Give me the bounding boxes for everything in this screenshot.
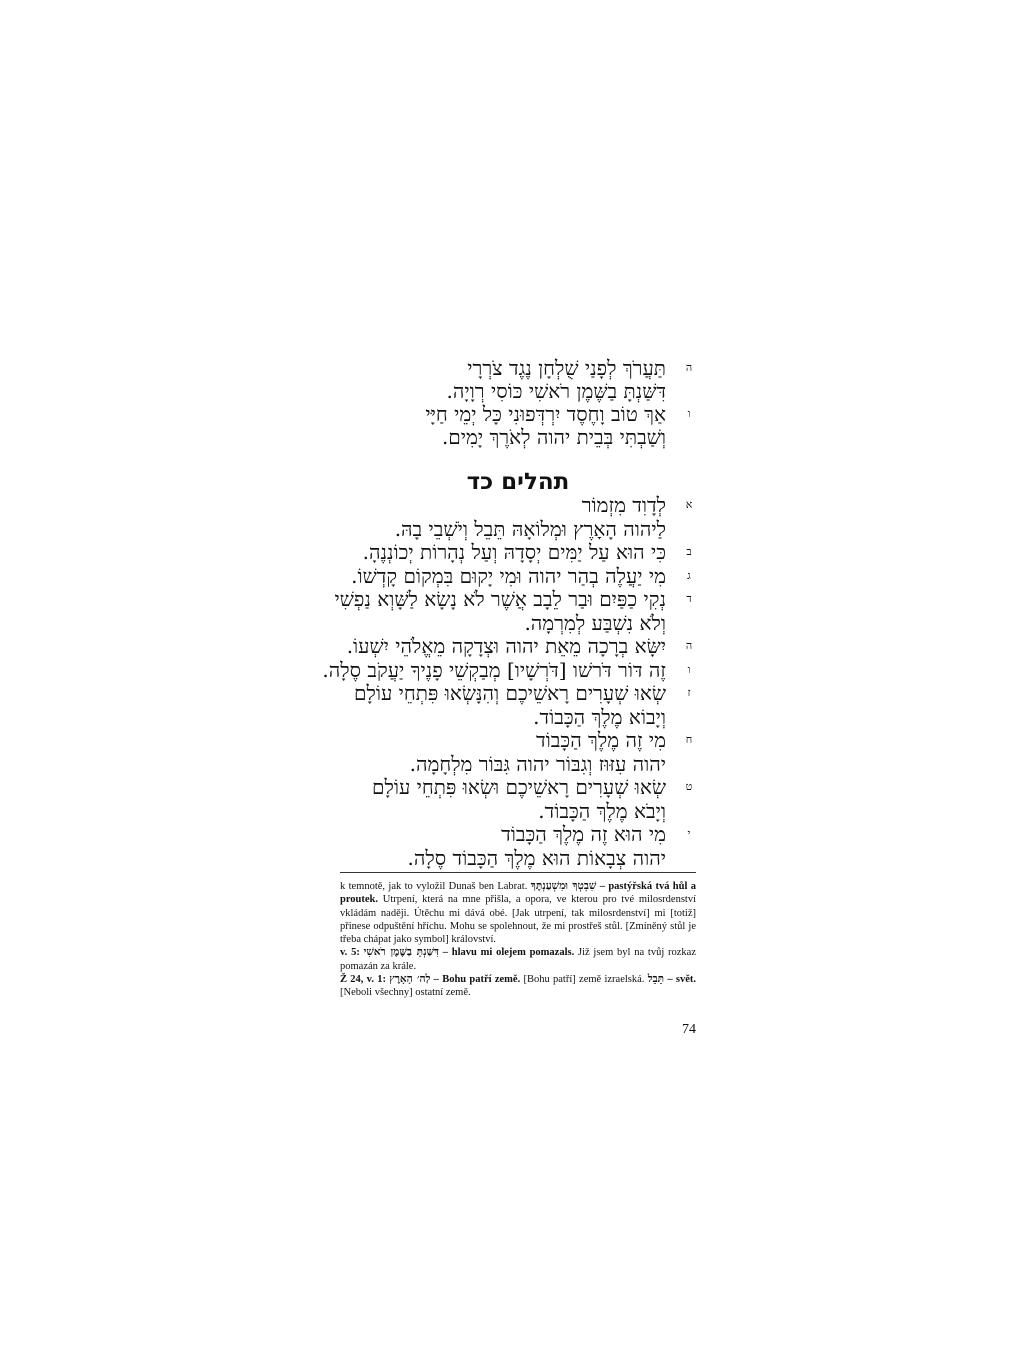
verse-number: א — [685, 498, 693, 511]
verse-line — [340, 680, 696, 706]
verse-text: נְקִי כַפַּיִם וּבַר לֵבָב אֲשֶׁר לֹא נָשָׂא לַשָּׁוְא נַפְשִׁי — [334, 587, 666, 611]
verse-line — [340, 727, 696, 753]
verse-number: ז — [687, 686, 691, 699]
verse-line — [340, 563, 696, 589]
verse-line — [340, 845, 696, 871]
verse-text: וְלֹא נִשְׁבַּע לְמִרְמָה. — [524, 610, 666, 635]
verse-line — [322, 657, 696, 683]
note-text: [Bohu patří] země izraelská. — [520, 974, 648, 986]
verse-number: ב — [686, 545, 692, 558]
note-text: Již jsem byl na tvůj rozkaz pomazán za krále. — [340, 947, 696, 972]
verse-number: י — [687, 827, 691, 840]
note-reference: v. 5: — [340, 947, 364, 959]
verse-line — [340, 798, 696, 824]
verse-text: מִי זֶה מֶלֶךְ הַכָּבוֹד — [536, 728, 666, 752]
note-hebrew: לַה׳ הָאָרֶץ — [389, 973, 431, 986]
note-text: k temnotě, jak to vyložil Dunaš ben Labrat. — [340, 881, 531, 892]
commentary-notes — [340, 880, 696, 1000]
verse-text: יהוה צְבָאוֹת הוּא מֶלֶךְ הַכָּבוֹד סֶלָה. — [407, 845, 666, 870]
verse-line — [340, 821, 696, 847]
note-paragraph — [340, 880, 696, 946]
verse-line — [340, 539, 696, 565]
verse-line — [340, 774, 696, 800]
verse-text: שְׂאוּ שְׁעָרִים רָאשֵׁיכֶם וּשְׂאוּ פִּתְחֵי עוֹלָם — [371, 775, 666, 799]
verse-text: שְׂאוּ שְׁעָרִים רָאשֵׁיכֶם וְהִנָּשְׂאוּ פִּתְחֵי עוֹלָם — [353, 681, 666, 705]
note-gloss: – svět. — [664, 974, 697, 986]
verse-number: ט — [685, 780, 693, 793]
page-number: 74 — [682, 1022, 696, 1037]
note-paragraph — [340, 973, 696, 1000]
verse-line — [340, 704, 696, 730]
verse-text: זֶה דּוֹר דֹּרשׁו [דֹּרְשָׁיו] מְבַקְשֵׁי פָנֶיךָ יַעֲקֹב סֶלָה. — [322, 657, 666, 682]
note-hebrew: שִׁבְטְךָ וּמִשְׁעַנְתֶּךָ — [530, 880, 597, 892]
verse-text: לְדָוִד מִזְמוֹר — [581, 493, 666, 517]
verse-text: תַּעֲרֹךְ לְפָנַי שֻׁלְחָן נֶגֶד צֹרְרָי — [467, 356, 666, 380]
verse-text: לַיהוה הָאָרֶץ וּמְלוֹאָהּ תֵּבֵל וְיֹשְׁבֵי בָהּ. — [394, 516, 666, 541]
verse-text: יִשָּׂא בְרָכָה מֵאֵת יהוה וּצְדָקָה מֵאֱלֹהֵי יִשְׁעוֹ. — [346, 634, 666, 658]
verse-number: ה — [685, 361, 693, 374]
verse-line — [340, 424, 696, 450]
verse-text: אַךְ טוֹב וָחֶסֶד יִרְדְּפוּנִי כָּל יְמֵי חַיָּי — [425, 402, 666, 426]
verse-text: דִּשַּׁנְתָּ בַשֶּׁמֶן רֹאשִׁי כּוֹסִי רְוָיָה. — [446, 379, 666, 403]
chapter-title: תהלים כד — [466, 469, 570, 495]
verse-number: ג — [687, 568, 691, 582]
verse-number: ח — [685, 733, 693, 746]
verse-number: ד — [686, 592, 692, 605]
verse-number: ה — [685, 639, 693, 652]
note-text: Utrpení, která na mne přišla, a opora, ve kterou pro tvé milosrdenství vkládám naději. Útěchu mi dává obé. [Jak utrpení, tak milosrdenství] mi [totiž] přinese odpuštění hříchu. Mohu se spolehnout, že mi prostřeš stůl. [Zmíněný stůl je třeba chápat jako symbol] království. — [340, 894, 696, 946]
verse-text: כִּי הוּא עַל יַמִּים יְסָדָהּ וְעַל נְהָרוֹת יְכוֹנְנֶהָ. — [362, 540, 666, 564]
footnote-divider — [340, 872, 696, 873]
verse-line — [340, 633, 696, 659]
verse-text: יהוה עִזּוּז וְגִבּוֹר יהוה גִּבּוֹר מִלְחָמָה. — [409, 751, 666, 776]
note-hebrew: דִּשַּׁנְתָּ בַשֶּׁמֶן רֹאשִׁי — [363, 946, 439, 959]
note-gloss: – hlavu mi olejem pomazals. — [438, 947, 575, 959]
note-paragraph — [340, 946, 696, 973]
note-text: [Neboli všechny] ostatní země. — [340, 987, 471, 999]
verse-line — [340, 751, 696, 777]
verse-line — [334, 586, 696, 612]
verse-number: ו — [687, 407, 691, 420]
verse-line — [340, 610, 696, 636]
verse-line — [340, 516, 696, 542]
note-reference: Ž 24, v. 1: — [340, 974, 390, 986]
verse-text: מִי יַעֲלֶה בְהַר יהוה וּמִי יָקוּם בִּמְקוֹם קָדְשׁוֹ. — [351, 563, 666, 588]
verse-text: וְיָבוֹא מֶלֶךְ הַכָּבוֹד. — [533, 704, 666, 729]
note-hebrew: תֵּבֵל — [647, 973, 665, 986]
verse-text: וְשַׁבְתִּי בְּבֵית יהוה לְאֹרֶךְ יָמִים. — [441, 425, 666, 449]
note-gloss: – pastýřská tvá hůl a proutek. — [340, 881, 697, 906]
verse-number: ו — [687, 662, 691, 676]
verse-text: מִי הוּא זֶה מֶלֶךְ הַכָּבוֹד — [501, 822, 666, 846]
verse-text: וְיָבֹא מֶלֶךְ הַכָּבוֹד. — [538, 798, 666, 823]
note-gloss: – Bohu patří země. — [430, 974, 521, 986]
verse-line — [340, 492, 696, 518]
